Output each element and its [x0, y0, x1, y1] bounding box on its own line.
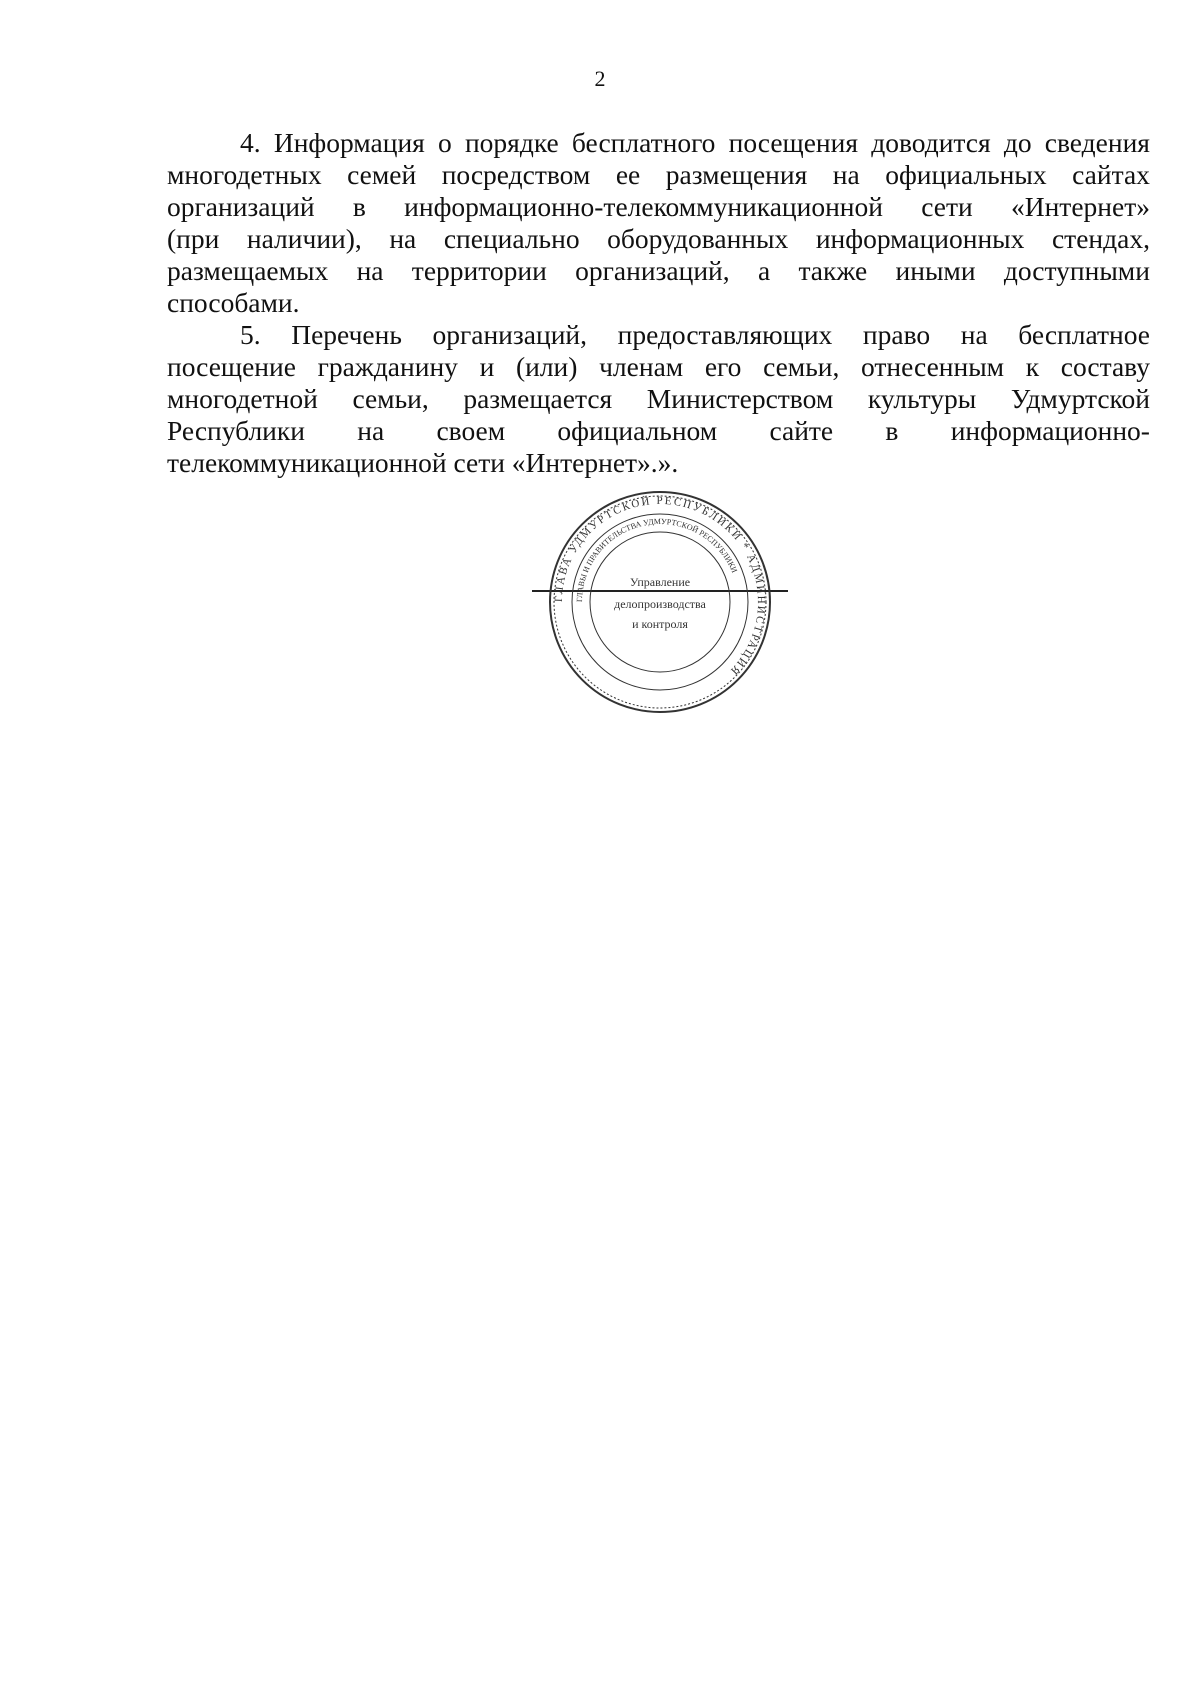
paragraph-5-line: посещение гражданину и (или) членам его семьи, отнесенным к составу [167, 351, 1150, 382]
paragraph-4-line: размещаемых на территории организаций, а также иными доступными [167, 255, 1150, 286]
paragraph-4 [167, 127, 1150, 319]
seal-center-line-2: делопроизводства [614, 597, 706, 611]
paragraph-5-line: телекоммуникационной сети «Интернет».». [167, 447, 679, 478]
paragraph-4-line: многодетных семей посредством ее размещения на официальных сайтах [167, 159, 1150, 190]
paragraph-4-line: способами. [167, 287, 300, 318]
official-seal-stamp [540, 482, 780, 722]
seal-ring-text: ГЛАВА УДМУРТСКОЙ РЕСПУБЛИКИ * АДМИНИСТРАЦИЯ [552, 494, 768, 678]
seal-inner-ring-text: ГЛАВЫ И ПРАВИТЕЛЬСТВА УДМУРТСКОЙ РЕСПУБЛИКИ [574, 516, 740, 603]
seal-center-line-1: Управление [629, 575, 691, 589]
paragraph-5-line: 5. Перечень организаций, предоставляющих право на бесплатное [240, 319, 1150, 350]
page-number: 2 [594, 66, 606, 91]
paragraph-5 [167, 319, 1150, 479]
document-body [167, 127, 1150, 479]
paragraph-4-line: организаций в информационно-телекоммуникационной сети «Интернет» [167, 191, 1150, 222]
paragraph-5-line: многодетной семьи, размещается Министерством культуры Удмуртской [167, 383, 1150, 414]
paragraph-4-line: (при наличии), на специально оборудованных информационных стендах, [167, 223, 1150, 254]
paragraph-4-line: 4. Информация о порядке бесплатного посещения доводится до сведения [240, 127, 1150, 158]
seal-center-line-3: и контроля [632, 617, 688, 631]
paragraph-5-line: Республики на своем официальном сайте в информационно- [167, 415, 1150, 446]
